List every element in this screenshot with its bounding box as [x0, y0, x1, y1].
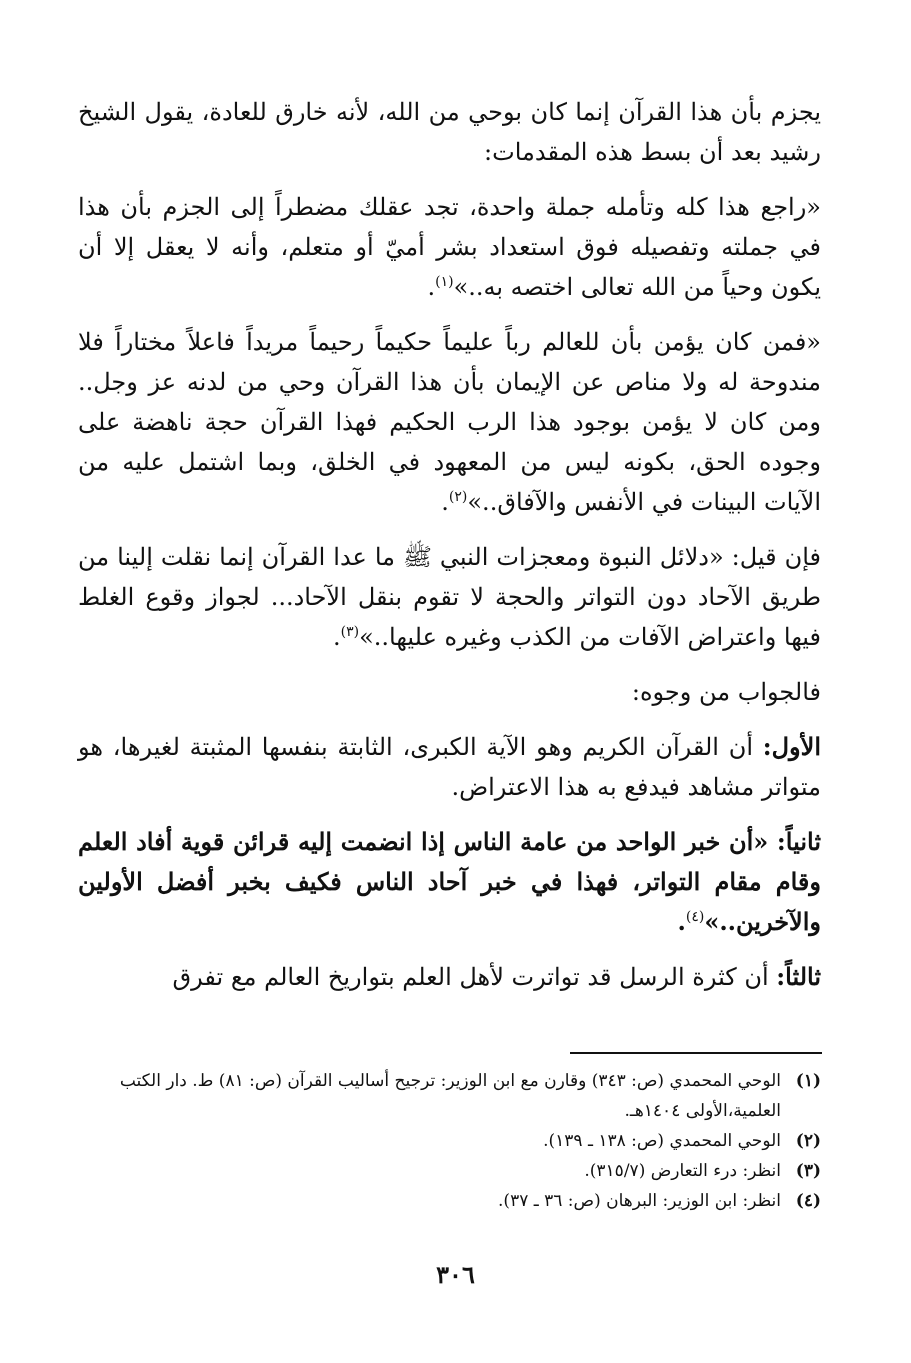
footnote-ref-2: (٢) — [448, 489, 468, 505]
paragraph-2-quote: «راجع هذا كله وتأمله جملة واحدة، تجد عقلك مضطراً إلى الجزم بأن هذا في جملته وتفصيله فوق استعداد بشر أميّ أو متعلم، وأنه لا يعقل إلا أن يكون وحياً من الله تعالى اختصه به..»$^{(١)}$. — [78, 193, 821, 301]
point-third: ثالثاً: أن كثرة الرسل قد تواترت لأهل العلم بتواريخ العالم مع تفرق — [172, 962, 821, 991]
point-second-lead: ثانياً: — [776, 827, 821, 856]
footnote-1 — [78, 1066, 821, 1126]
footnote-3 — [78, 1156, 821, 1186]
paragraph-1: يجزم بأن هذا القرآن إنما كان بوحي من الله، لأنه خارق للعادة، يقول الشيخ رشيد بعد أن بسط هذه المقدمات: — [78, 98, 821, 166]
paragraph-5-answer-intro: فالجواب من وجوه: — [631, 678, 821, 706]
point-first: الأول: أن القرآن الكريم وهو الآية الكبرى، الثابتة بنفسها المثبتة لغيرها، هو متواتر مشاهد فيدفع به هذا الاعتراض. — [78, 732, 821, 801]
page-number: ٣٠٦ — [436, 1260, 475, 1289]
paragraph-4-objection: فإن قيل: «دلائل النبوة ومعجزات النبي ﷺ ما عدا القرآن إنما نقلت إلينا من طريق الآحاد دون التواتر والحجة لا تقوم بنقل الآحاد... لجواز وقوع الغلط فيها واعتراض الآفات من الكذب وغيره عليها..»$^{(٣)}$. — [78, 543, 821, 651]
footnote-text: الوحي المحمدي (ص: ٣٤٣) وقارن مع ابن الوزير: ترجيح أساليب القرآن (ص: ٨١) ط. دار الكتب العلمية،الأولى ١٤٠٤هـ. — [119, 1071, 781, 1121]
main-text — [78, 92, 821, 1012]
footnote-text: انظر: ابن الوزير: البرهان (ص: ٣٦ ـ ٣٧). — [498, 1191, 781, 1211]
footnote-ref-3: (٣) — [340, 624, 360, 640]
footnote-number: (١) — [795, 1071, 821, 1091]
footnote-text: الوحي المحمدي (ص: ١٣٨ ـ ١٣٩). — [543, 1131, 781, 1151]
footnote-number: (٣) — [795, 1161, 821, 1181]
footnote-text: انظر: درء التعارض (٣١٥/٧). — [584, 1161, 781, 1181]
point-third-lead: ثالثاً: — [776, 962, 821, 991]
footnote-divider — [570, 1052, 822, 1054]
point-second: ثانياً: «أن خبر الواحد من عامة الناس إذا انضمت إليه قرائن قوية أفاد العلم وقام مقام التواتر، فهذا في خبر آحاد الناس فكيف بخبر أفضل الأولين والآخرين..»$^{(٤)}$. — [78, 827, 821, 936]
footnote-ref-1: (١) — [435, 274, 454, 290]
paragraph-3-quote: «فمن كان يؤمن بأن للعالم رباً عليماً حكيماً رحيماً مريداً فاعلاً مختاراً فلا مندوحة له ولا مناص عن الإيمان بأن هذا القرآن وحي من لدنه عز وجل.. ومن كان لا يؤمن بوجود هذا الرب الحكيم فهذا القرآن حجة ناهضة على وجوده الحق، بكونه ليس من المعهود في الخلق، وبما اشتمل عليه من الآيات البينات في الأنفس والآفاق..»$^{(٢)}$. — [78, 328, 821, 516]
footnote-number: (٤) — [795, 1191, 821, 1211]
footnote-2 — [78, 1126, 821, 1156]
footnote-number: (٢) — [795, 1131, 821, 1151]
footnote-ref-4: (٤) — [685, 909, 705, 925]
footnote-4 — [78, 1186, 821, 1216]
footnotes — [78, 1066, 821, 1216]
point-first-lead: الأول: — [762, 732, 821, 761]
